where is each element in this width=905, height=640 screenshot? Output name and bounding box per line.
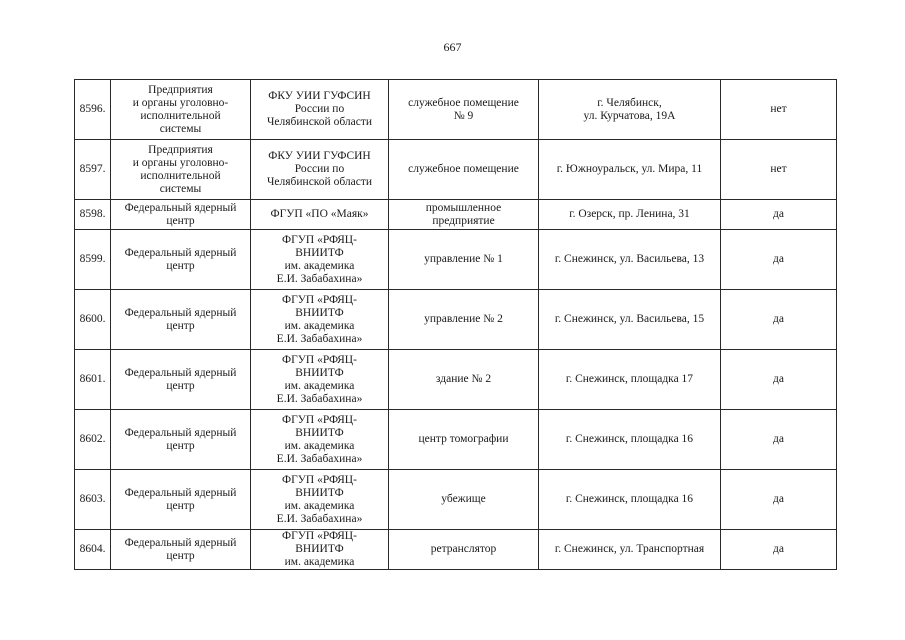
object-category-cell: Федеральный ядерный центр (111, 530, 251, 570)
row-number-cell: 8598. (75, 200, 111, 230)
row-number-cell: 8600. (75, 290, 111, 350)
row-number-cell: 8599. (75, 230, 111, 290)
table-row (75, 140, 837, 200)
table-row (75, 290, 837, 350)
row-number-cell: 8602. (75, 410, 111, 470)
address-cell: г. Озерск, пр. Ленина, 31 (539, 200, 721, 230)
row-number-cell: 8597. (75, 140, 111, 200)
flag-value-cell: нет (721, 80, 837, 140)
flag-value-cell: да (721, 530, 837, 570)
flag-value-cell: да (721, 230, 837, 290)
object-name-cell: промышленное предприятие (389, 200, 539, 230)
object-category-cell: Предприятия и органы уголовно- исполнительной системы (111, 80, 251, 140)
object-name-cell: ретранслятор (389, 530, 539, 570)
organization-cell: ФГУП «РФЯЦ- ВНИИТФ им. академика Е.И. Забабахина» (251, 350, 389, 410)
organization-cell: ФКУ УИИ ГУФСИН России по Челябинской области (251, 80, 389, 140)
flag-value-cell: да (721, 470, 837, 530)
address-cell: г. Снежинск, площадка 16 (539, 410, 721, 470)
object-category-cell: Федеральный ядерный центр (111, 410, 251, 470)
object-name-cell: управление № 2 (389, 290, 539, 350)
object-name-cell: убежище (389, 470, 539, 530)
object-name-cell: здание № 2 (389, 350, 539, 410)
address-cell: г. Челябинск, ул. Курчатова, 19А (539, 80, 721, 140)
address-cell: г. Снежинск, ул. Васильева, 15 (539, 290, 721, 350)
object-name-cell: служебное помещение (389, 140, 539, 200)
organization-cell: ФГУП «РФЯЦ- ВНИИТФ им. академика Е.И. Забабахина» (251, 410, 389, 470)
object-name-cell: служебное помещение № 9 (389, 80, 539, 140)
table-row (75, 230, 837, 290)
address-cell: г. Снежинск, ул. Транспортная (539, 530, 721, 570)
row-number-cell: 8601. (75, 350, 111, 410)
flag-value-cell: нет (721, 140, 837, 200)
table-row (75, 80, 837, 140)
table-row (75, 530, 837, 570)
table-row (75, 350, 837, 410)
table-row (75, 470, 837, 530)
row-number-cell: 8603. (75, 470, 111, 530)
address-cell: г. Снежинск, ул. Васильева, 13 (539, 230, 721, 290)
flag-value-cell: да (721, 350, 837, 410)
table-row (75, 410, 837, 470)
object-category-cell: Федеральный ядерный центр (111, 470, 251, 530)
object-category-cell: Предприятия и органы уголовно- исполнительной системы (111, 140, 251, 200)
flag-value-cell: да (721, 290, 837, 350)
flag-value-cell: да (721, 410, 837, 470)
registry-table-body (75, 80, 837, 570)
organization-cell: ФГУП «РФЯЦ- ВНИИТФ им. академика Е.И. Забабахина» (251, 290, 389, 350)
address-cell: г. Снежинск, площадка 16 (539, 470, 721, 530)
flag-value-cell: да (721, 200, 837, 230)
organization-cell: ФГУП «РФЯЦ- ВНИИТФ им. академика Е.И. Забабахина» (251, 470, 389, 530)
address-cell: г. Снежинск, площадка 17 (539, 350, 721, 410)
organization-cell: ФКУ УИИ ГУФСИН России по Челябинской области (251, 140, 389, 200)
organization-cell: ФГУП «РФЯЦ- ВНИИТФ им. академика (251, 530, 389, 570)
table-row (75, 200, 837, 230)
object-category-cell: Федеральный ядерный центр (111, 350, 251, 410)
row-number-cell: 8596. (75, 80, 111, 140)
row-number-cell: 8604. (75, 530, 111, 570)
object-name-cell: управление № 1 (389, 230, 539, 290)
organization-cell: ФГУП «РФЯЦ- ВНИИТФ им. академика Е.И. Забабахина» (251, 230, 389, 290)
object-category-cell: Федеральный ядерный центр (111, 290, 251, 350)
organization-cell: ФГУП «ПО «Маяк» (251, 200, 389, 230)
object-category-cell: Федеральный ядерный центр (111, 230, 251, 290)
object-name-cell: центр томографии (389, 410, 539, 470)
page-number: 667 (443, 40, 462, 54)
address-cell: г. Южноуральск, ул. Мира, 11 (539, 140, 721, 200)
object-category-cell: Федеральный ядерный центр (111, 200, 251, 230)
registry-table (74, 79, 837, 570)
